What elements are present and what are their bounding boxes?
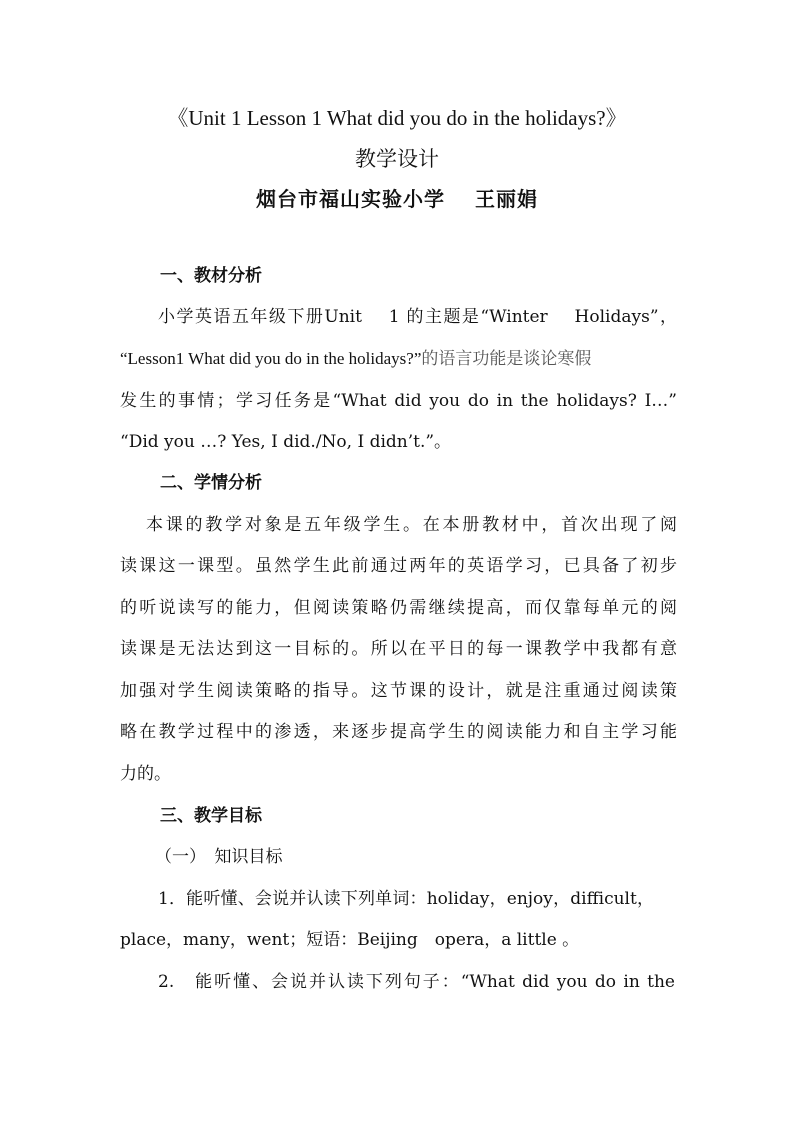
paragraph-line	[120, 347, 591, 371]
paragraph-line-part: “Lesson1 What did you do in the holidays?”	[120, 349, 422, 368]
section-heading-textbook-analysis: 一、教材分析	[160, 266, 262, 286]
paragraph-line: 的听说读写的能力，但阅读策略仍需继续提高，而仅靠每单元的阅	[120, 598, 677, 618]
paragraph-line: 发生的事情；学习任务是“What did you do in the holidays? I…”	[120, 391, 677, 411]
document-title-english: 《Unit 1 Lesson 1 What did you do in the holidays?》	[167, 106, 627, 130]
paragraph-line: 力的。	[120, 764, 171, 784]
document-title-chinese: 教学设计	[355, 147, 439, 171]
paragraph-line: 1．能听懂、会说并认读下列单词：holiday，enjoy，difficult，	[158, 889, 654, 909]
paragraph-line-part: 的语言功能是谈论寒假	[421, 349, 592, 369]
subsection-heading-knowledge-objectives: （一） 知识目标	[155, 847, 283, 867]
paragraph-line: 加强对学生阅读策略的指导。这节课的设计，就是注重通过阅读策	[120, 681, 677, 701]
paragraph-line: 读课这一课型。虽然学生此前通过两年的英语学习，已具备了初步	[120, 556, 677, 576]
paragraph-line: 略在教学过程中的渗透，来逐步提高学生的阅读能力和自主学习能	[120, 722, 677, 742]
section-heading-teaching-objectives: 三、教学目标	[160, 806, 262, 826]
teacher-name: 王丽娟	[475, 187, 538, 211]
school-name: 烟台市福山实验小学	[256, 187, 445, 211]
paragraph-line: 小学英语五年级下册Unit 1 的主题是“Winter Holidays”，	[158, 307, 677, 327]
paragraph-line: 2. 能听懂、会说并认读下列句子：“What did you do in the	[158, 972, 675, 992]
paragraph-line: 本课的教学对象是五年级学生。在本册教材中，首次出现了阅	[146, 515, 677, 535]
paragraph-line: 读课是无法达到这一目标的。所以在平日的每一课教学中我都有意	[120, 639, 677, 659]
author-line	[0, 184, 794, 214]
paragraph-line: “Did you …? Yes, I did./No, I didn’t.”。	[120, 432, 452, 452]
section-heading-learner-analysis: 二、学情分析	[160, 473, 262, 493]
paragraph-line: place，many，went；短语：Beijing opera，a little 。	[120, 930, 580, 950]
